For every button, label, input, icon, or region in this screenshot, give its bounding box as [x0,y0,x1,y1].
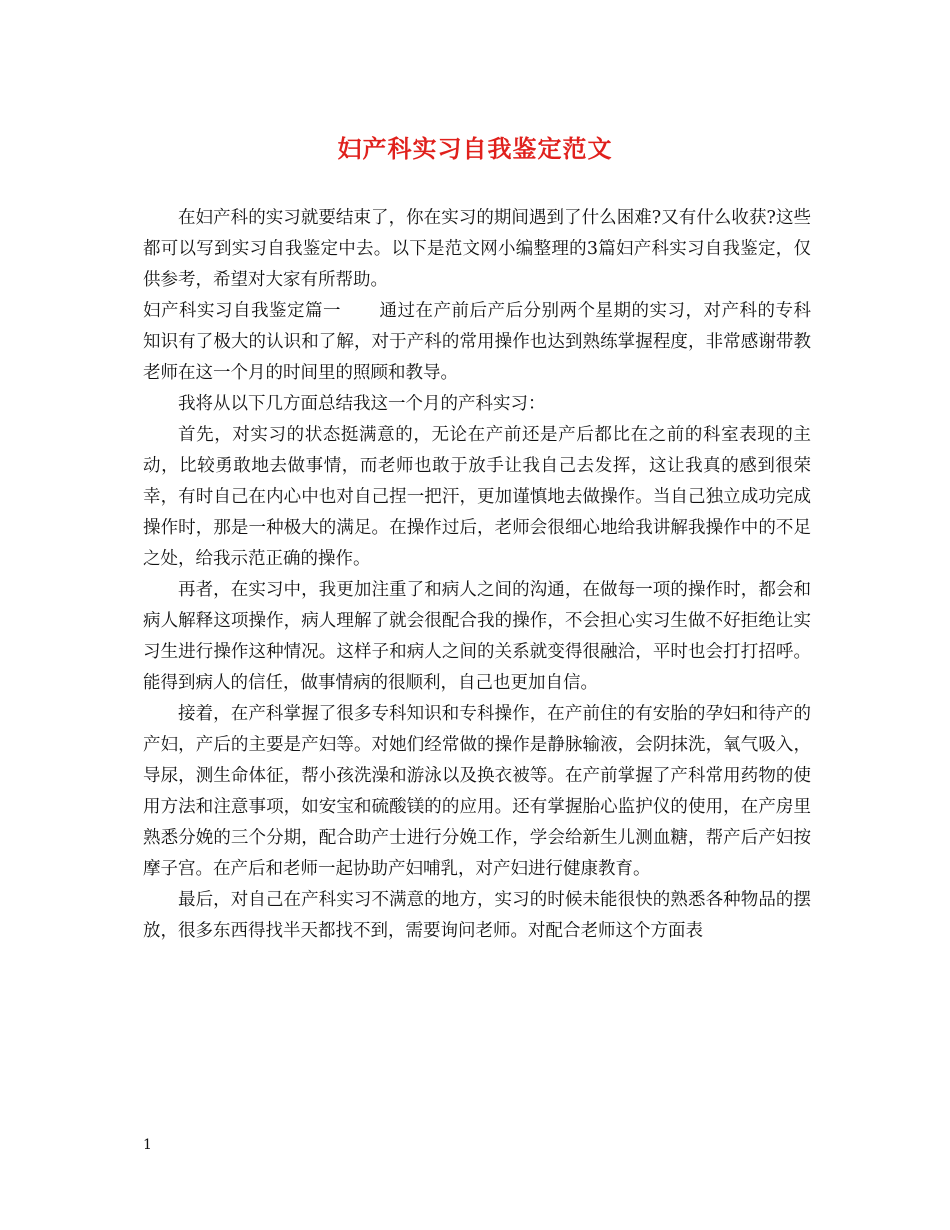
document-title: 妇产科实习自我鉴定范文 [337,134,613,163]
body-paragraph: 最后，对自己在产科实习不满意的地方，实习的时候未能很快的熟悉各种物品的摆放，很多东西得找半天都找不到，需要询问老师。对配合老师这个方面表 [143,890,811,941]
section-paragraph [143,296,811,389]
page-number: 1 [143,1137,152,1153]
body-paragraph: 接着，在产科掌握了很多专科知识和专科操作，在产前住的有安胎的孕妇和待产的产妇，产后的主要是产妇等。对她们经常做的操作是静脉输液，会阴抹洗，氧气吸入，导尿，测生命体征，帮小孩洗澡和游泳以及换衣被等。在产前掌握了产科常用药物的使用方法和注意事项，如安宝和硫酸镁的的应用。还有掌握胎心监护仪的使用，在产房里熟悉分娩的三个分期，配合助产士进行分娩工作，学会给新生儿测血糖，帮产后产妇按摩子宫。在产后和老师一起协助产妇哺乳，对产妇进行健康教育。 [143,704,811,879]
body-paragraph: 我将从以下几方面总结我这一个月的产科实习： [178,394,546,414]
body-paragraph: 首先，对实习的状态挺满意的，无论在产前还是产后都比在之前的科室表现的主动，比较勇敢地去做事情，而老师也敢于放手让我自己去发挥，这让我真的感到很荣幸，有时自己在内心中也对自己捏一把汗，更加谨慎地去做操作。当自己独立成功完成操作时，那是一种极大的满足。在操作过后，老师会很细心地给我讲解我操作中的不足之处，给我示范正确的操作。 [143,425,811,569]
section-heading: 妇产科实习自我鉴定篇一 [143,301,341,321]
intro-paragraph: 在妇产科的实习就要结束了，你在实习的期间遇到了什么困难?又有什么收获?这些都可以写到实习自我鉴定中去。以下是范文网小编整理的3篇妇产科实习自我鉴定，仅供参考，希望对大家有所帮助。 [143,208,811,290]
document-body [143,203,811,947]
section-first-text: 通过在产前后产后分别两个星期的实习，对产科的专科知识有了极大的认识和了解，对于产科的常用操作也达到熟练掌握程度，非常感谢带教老师在这一个月的时间里的照顾和教导。 [143,301,811,383]
body-paragraph: 再者，在实习中，我更加注重了和病人之间的沟通，在做每一项的操作时，都会和病人解释这项操作，病人理解了就会很配合我的操作，不会担心实习生做不好拒绝让实习生进行操作这种情况。这样子和病人之间的关系就变得很融洽，平时也会打打招呼。能得到病人的信任，做事情病的很顺利，自己也更加自信。 [143,580,811,693]
